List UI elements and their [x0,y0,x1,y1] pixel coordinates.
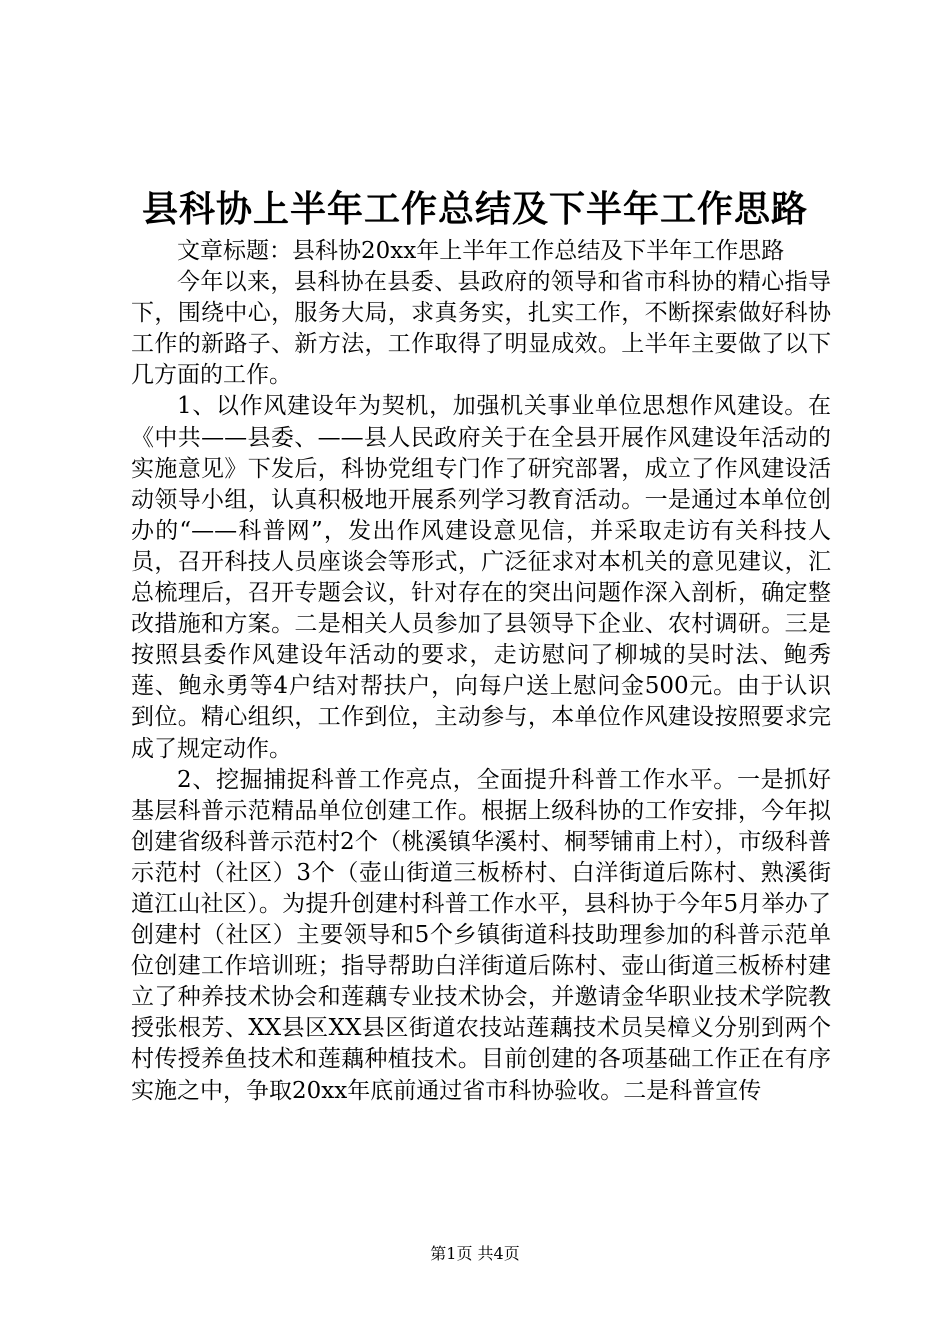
document-title: 县科协上半年工作总结及下半年工作思路 [141,188,808,230]
page-footer: 第1页 共4页 [430,1244,520,1263]
paragraph-intro: 今年以来，县科协在县委、县政府的领导和省市科协的精心指导下，围绕中心，服务大局，求真务实，扎实工作，不断探索做好科协工作的新路子、新方法，工作取得了明显成效。上半年主要做了以下几方面的工作。 [131,269,831,389]
document-body [131,236,831,1107]
paragraph-item-1: 1、以作风建设年为契机，加强机关事业单位思想作风建设。在《中共——县委、——县人民政府关于在全县开展作风建设年活动的实施意见》下发后，科协党组专门作了研究部署，成立了作风建设活动领导小组，认真积极地开展系列学习教育活动。一是通过本单位创办的“——科普网”，发出作风建设意见信，并采取走访有关科技人员，召开科技人员座谈会等形式，广泛征求对本机关的意见建议，汇总梳理后，召开专题会议，针对存在的突出问题作深入剖析，确定整改措施和方案。二是相关人员参加了县领导下企业、农村调研。三是按照县委作风建设年活动的要求，走访慰问了柳城的吴时法、鲍秀莲、鲍永勇等4户结对帮扶户，向每户送上慰问金500元。由于认识到位。精心组织，工作到位，主动参与，本单位作风建设按照要求完成了规定动作。 [131,393,831,762]
paragraph-item-2: 2、挖掘捕捉科普工作亮点，全面提升科普工作水平。一是抓好基层科普示范精品单位创建工作。根据上级科协的工作安排，今年拟创建省级科普示范村2个（桃溪镇华溪村、桐琴铺甫上村），市级科普示范村（社区）3个（壶山街道三板桥村、白洋街道后陈村、熟溪街道江山社区）。为提升创建村科普工作水平，县科协于今年5月举办了创建村（社区）主要领导和5个乡镇街道科技助理参加的科普示范单位创建工作培训班；指导帮助白洋街道后陈村、壶山街道三板桥村建立了种养技术协会和莲藕专业技术协会，并邀请金华职业技术学院教授张根芳、XX县区XX县区街道农技站莲藕技术员吴樟义分别到两个村传授养鱼技术和莲藕种植技术。目前创建的各项基础工作正在有序实施之中，争取20xx年底前通过省市科协验收。二是科普宣传 [131,766,831,1104]
paragraph-article-title: 文章标题：县科协20xx年上半年工作总结及下半年工作思路 [177,238,785,264]
